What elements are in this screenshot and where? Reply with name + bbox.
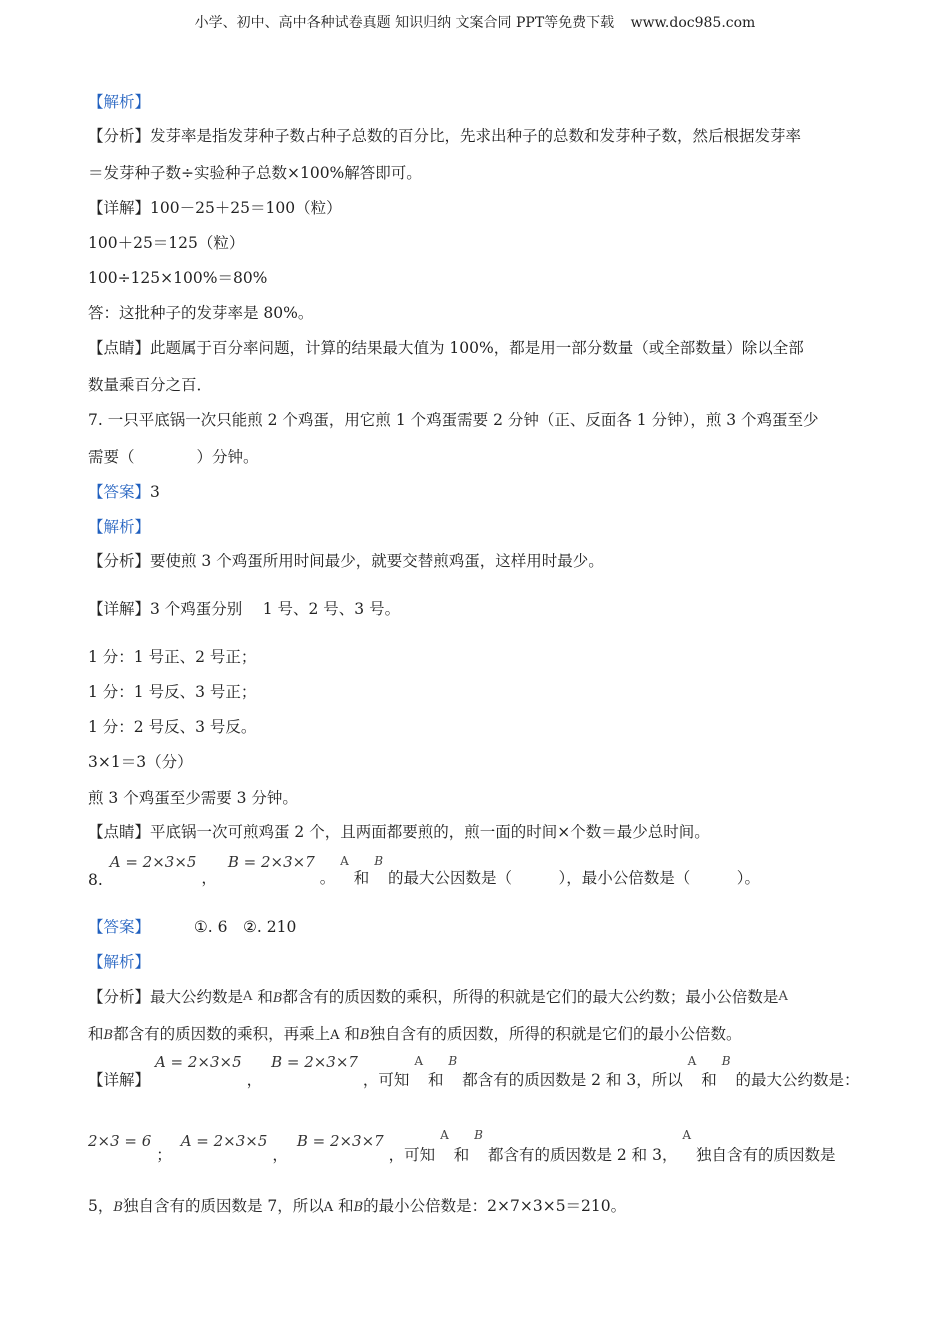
text: 【分析】最大公约数是 (88, 988, 244, 1006)
text-line: 1 分：1 号反、3 号正； (88, 683, 257, 701)
text: 独自含有的质因数是 7，所以 (122, 1197, 324, 1215)
answer-line (88, 917, 296, 937)
text: 都含有的质因数的乘积，所得的积就是它们的最大公约数；最小公倍数是 (282, 988, 779, 1006)
formula-a: A = 2×3×5 (109, 853, 197, 871)
answer-label: 【答案】 (88, 483, 151, 501)
text-line: 【点睛】此题属于百分率问题，计算的结果最大值为 100%，都是用一部分数量（或全部数量）除以全部 (88, 339, 804, 357)
punct: ， (201, 869, 217, 887)
formula-b: B = 2×3×7 (271, 1053, 358, 1071)
text-line: 需要（ ）分钟。 (88, 448, 259, 466)
text-line: 【分析】要使煎 3 个鸡蛋所用时间最少，就要交替煎鸡蛋，这样用时最少。 (88, 552, 604, 570)
text-line: 【详解】3 个鸡蛋分别 1 号、2 号、3 号。 (88, 600, 401, 618)
var-a: A (687, 1054, 697, 1068)
answer-label: 【答案】 (88, 918, 151, 936)
text: ，可知 (362, 1071, 410, 1089)
text: 和 (427, 1071, 444, 1089)
text: 和 (344, 1025, 360, 1043)
var-b: B (374, 854, 384, 868)
var-b: B (113, 1200, 123, 1215)
text: 5， (88, 1197, 114, 1215)
text-line: 3×1＝3（分） (88, 753, 193, 771)
text: 都含有的质因数是 2 和 3， (487, 1146, 678, 1164)
text-line: 1 分：2 号反、3 号反。 (88, 718, 257, 736)
text: 都含有的质因数的乘积，再乘上 (113, 1025, 331, 1043)
text-line: 答：这批种子的发芽率是 80%。 (88, 304, 314, 322)
text: 都含有的质因数是 2 和 3，所以 (462, 1071, 683, 1089)
var-a: A (340, 854, 349, 868)
text-line (88, 1196, 626, 1218)
text-line (88, 1053, 860, 1094)
text-line: 100＋25＝125（粒） (88, 234, 245, 252)
text-line: 【详解】100－25＋25＝100（粒） (88, 199, 342, 217)
answer-line (88, 482, 160, 502)
text: 独自含有的质因数是 (696, 1146, 836, 1164)
header-left-text: 小学、初中、高中各种试卷真题 知识归纳 文案合同 PPT等免费下载 (194, 15, 615, 31)
question-7: 7. 一只平底锅一次只能煎 2 个鸡蛋，用它煎 1 个鸡蛋需要 2 分钟（正、反面各 1 分钟），煎 3 个鸡蛋至少 (88, 411, 819, 429)
section-label-analysis: 【解析】 (88, 953, 151, 971)
var-a: A (682, 1128, 692, 1142)
punct: 。 (319, 869, 336, 887)
text-line (88, 1128, 836, 1168)
punct: ， (246, 1071, 263, 1089)
var-b: B (474, 1128, 483, 1142)
question-number: 8. (88, 871, 103, 889)
formula-a: A = 2×3×5 (154, 1053, 242, 1071)
var-a: A (243, 989, 253, 1004)
text: 【详解】 (88, 1071, 151, 1089)
formula-a: A = 2×3×5 (180, 1132, 268, 1150)
text-line: 100÷125×100%＝80% (88, 269, 268, 287)
var-a: A (440, 1128, 449, 1142)
text: 和 (353, 869, 370, 887)
text-line: 数量乘百分之百． (88, 376, 213, 394)
text-line (88, 987, 788, 1009)
text: 的最大公约数是： (735, 1071, 860, 1089)
question-8 (88, 853, 760, 894)
text-line: 1 分：1 号正、2 号正； (88, 648, 257, 666)
text-line: 【分析】发芽率是指发芽种子数占种子总数的百分比，先求出种子的总数和发芽种子数，然后根据发芽率 (88, 127, 802, 145)
section-label-analysis: 【解析】 (88, 93, 151, 111)
text-line (88, 1024, 742, 1046)
section-label-analysis: 【解析】 (88, 518, 151, 536)
answer-value: ①. 6 ②. 210 (193, 918, 297, 936)
text: 的最小公倍数是：2×7×3×5＝210。 (363, 1197, 627, 1215)
var-b: B (359, 1028, 370, 1043)
var-b: B (272, 991, 283, 1006)
formula-b: B = 2×3×7 (296, 1132, 384, 1150)
text: ，可知 (388, 1146, 436, 1164)
text-line: 煎 3 个鸡蛋至少需要 3 分钟。 (88, 789, 298, 807)
text: 和 (453, 1146, 470, 1164)
text: 和 (88, 1025, 104, 1043)
text: 独自含有的质因数，所得的积就是它们的最小公倍数。 (369, 1025, 742, 1043)
text: 和 (257, 988, 273, 1006)
text: 的最大公因数是（ ），最小公倍数是（ ）。 (387, 869, 760, 887)
page-header (0, 12, 950, 32)
var-b: B (103, 1028, 114, 1043)
punct: ， (272, 1146, 288, 1164)
formula: 2×3 = 6 (88, 1132, 152, 1150)
var-a: A (323, 1200, 334, 1215)
formula-b: B = 2×3×7 (227, 853, 315, 871)
var-b: B (353, 1200, 364, 1215)
header-url: www.doc985.com (630, 15, 756, 31)
answer-value: 3 (150, 483, 160, 501)
text: 和 (338, 1197, 354, 1215)
text: 和 (701, 1071, 717, 1089)
var-a: A (330, 1028, 340, 1043)
punct: ； (156, 1146, 172, 1164)
var-b: B (721, 1054, 731, 1068)
var-a: A (414, 1054, 424, 1068)
text-line: ＝发芽种子数÷实验种子总数×100%解答即可。 (88, 164, 422, 182)
text-line: 【点睛】平底锅一次可煎鸡蛋 2 个，且两面都要煎的，煎一面的时间×个数＝最少总时间。 (88, 823, 710, 841)
var-b: B (448, 1054, 458, 1068)
var-a: A (778, 989, 788, 1004)
